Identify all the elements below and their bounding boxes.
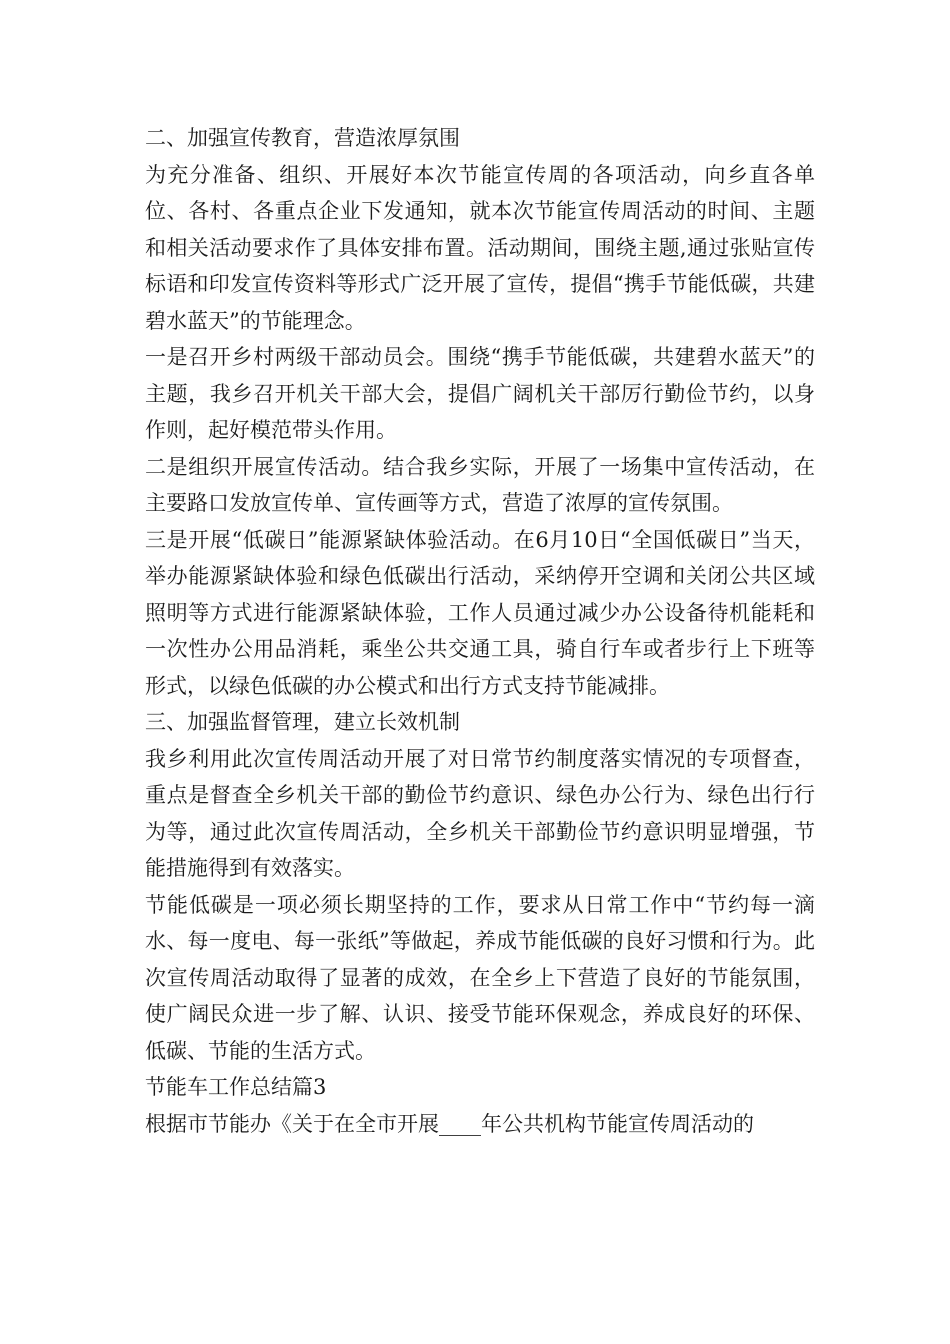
section-heading-3: 三、加强监督管理，建立长效机制	[145, 710, 460, 734]
section-heading-2: 二、加强宣传教育，营造浓厚氛围	[145, 126, 460, 150]
paragraph-supervision: 我乡利用此次宣传周活动开展了对日常节约制度落实情况的专项督查，重点是督查全乡机关干部的勤俭节约意识、绿色办公行为、绿色出行行为等，通过此次宣传周活动，全乡机关干部勤俭节约意识明显增强，节能措施得到有效落实。	[145, 746, 815, 880]
document-body	[145, 120, 815, 1142]
paragraph-item-2: 二是组织开展宣传活动。结合我乡实际，开展了一场集中宣传活动，在主要路口发放宣传单、宣传画等方式，营造了浓厚的宣传氛围。	[145, 454, 815, 515]
paragraph-article-start: 根据市节能办《关于在全市开展____年公共机构节能宣传周活动的	[145, 1111, 754, 1136]
paragraph-conclusion: 节能低碳是一项必须长期坚持的工作，要求从日常工作中“节约每一滴水、每一度电、每一张纸”等做起，养成节能低碳的良好习惯和行为。此次宣传周活动取得了显著的成效，在全乡上下营造了良好的节能氛围，使广阔民众进一步了解、认识、接受节能环保观念，养成良好的环保、低碳、节能的生活方式。	[145, 892, 815, 1063]
article-title: 节能车工作总结篇3	[145, 1075, 327, 1099]
paragraph-intro: 为充分准备、组织、开展好本次节能宣传周的各项活动，向乡直各单位、各村、各重点企业下发通知，就本次节能宣传周活动的时间、主题和相关活动要求作了具体安排布置。活动期间，围绕主题,通过张贴宣传标语和印发宣传资料等形式广泛开展了宣传，提倡“携手节能低碳，共建碧水蓝天”的节能理念。	[145, 162, 815, 333]
paragraph-item-1: 一是召开乡村两级干部动员会。围绕“携手节能低碳，共建碧水蓝天”的主题，我乡召开机关干部大会，提倡广阔机关干部厉行勤俭节约，以身作则，起好模范带头作用。	[145, 345, 815, 442]
paragraph-item-3: 三是开展“低碳日”能源紧缺体验活动。在6月10日“全国低碳日”当天，举办能源紧缺体验和绿色低碳出行活动，采纳停开空调和关闭公共区域照明等方式进行能源紧缺体验，工作人员通过减少办公设备待机能耗和一次性办公用品消耗，乘坐公共交通工具，骑自行车或者步行上下班等形式，以绿色低碳的办公模式和出行方式支持节能减排。	[145, 527, 815, 698]
